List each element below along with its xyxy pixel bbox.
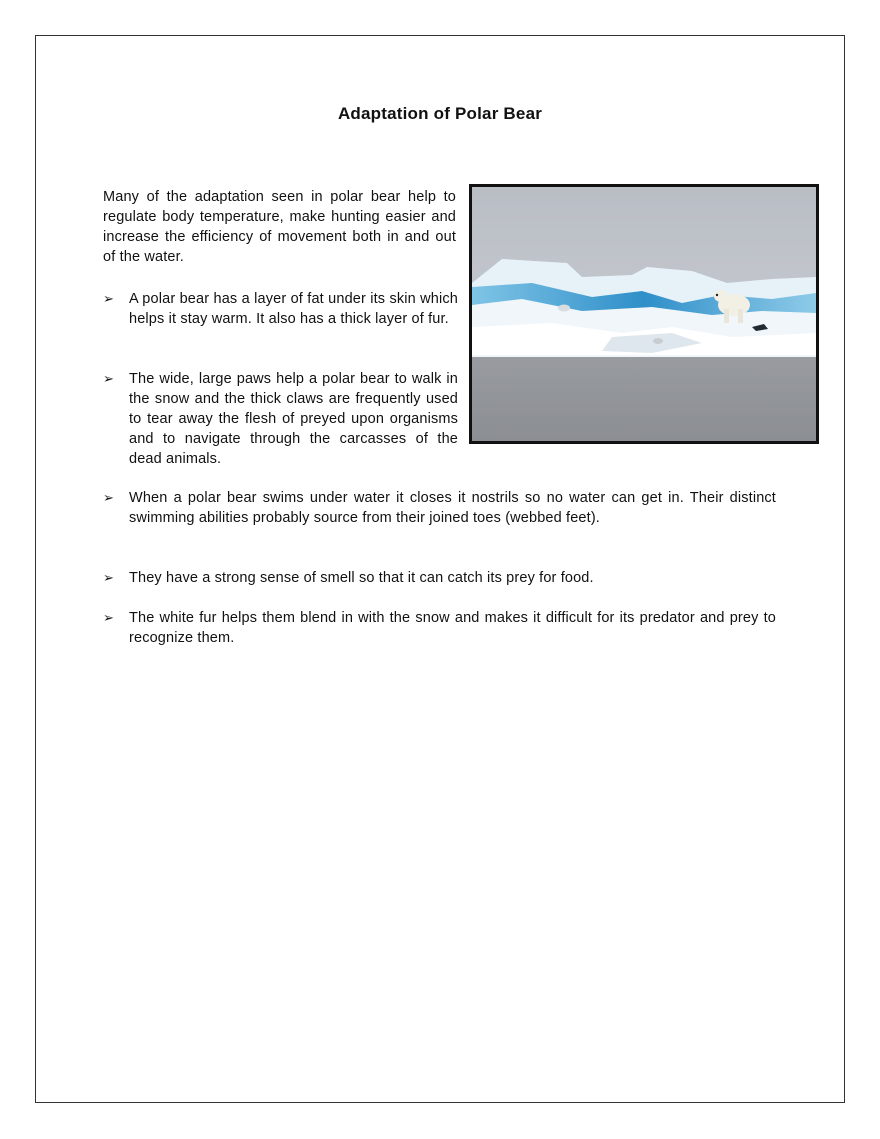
list-item-text: When a polar bear swims under water it closes it nostrils so no water can get in. Their distinct swimming abilities probably source from their joined toes (webbed feet).: [129, 490, 776, 526]
list-item: [103, 369, 458, 469]
list-item: [103, 289, 458, 329]
arrow-bullet-icon: ➢: [103, 291, 115, 306]
list-item: [103, 488, 776, 528]
list-item: [103, 568, 776, 588]
list-item-text: A polar bear has a layer of fat under its skin which helps it stay warm. It also has a thick layer of fur.: [129, 291, 458, 327]
arrow-bullet-icon: ➢: [103, 610, 115, 625]
list-item-text: The white fur helps them blend in with the snow and makes it difficult for its predator and prey to recognize them.: [129, 610, 776, 646]
page-title: Adaptation of Polar Bear: [337, 104, 543, 123]
arrow-bullet-icon: ➢: [103, 371, 115, 386]
polar-bear-photo: [469, 184, 819, 444]
arrow-bullet-icon: ➢: [103, 490, 115, 505]
arrow-bullet-icon: ➢: [103, 570, 115, 585]
list-item: [103, 608, 776, 648]
intro-paragraph: Many of the adaptation seen in polar bear help to regulate body temperature, make hunting easier and increase the efficiency of movement both in and out of the water.: [103, 189, 456, 265]
list-item-text: They have a strong sense of smell so that it can catch its prey for food.: [129, 570, 594, 586]
list-item-text: The wide, large paws help a polar bear to walk in the snow and the thick claws are frequently used to tear away the flesh of preyed upon organisms and to navigate through the carcasses of the dead animals.: [129, 371, 458, 467]
